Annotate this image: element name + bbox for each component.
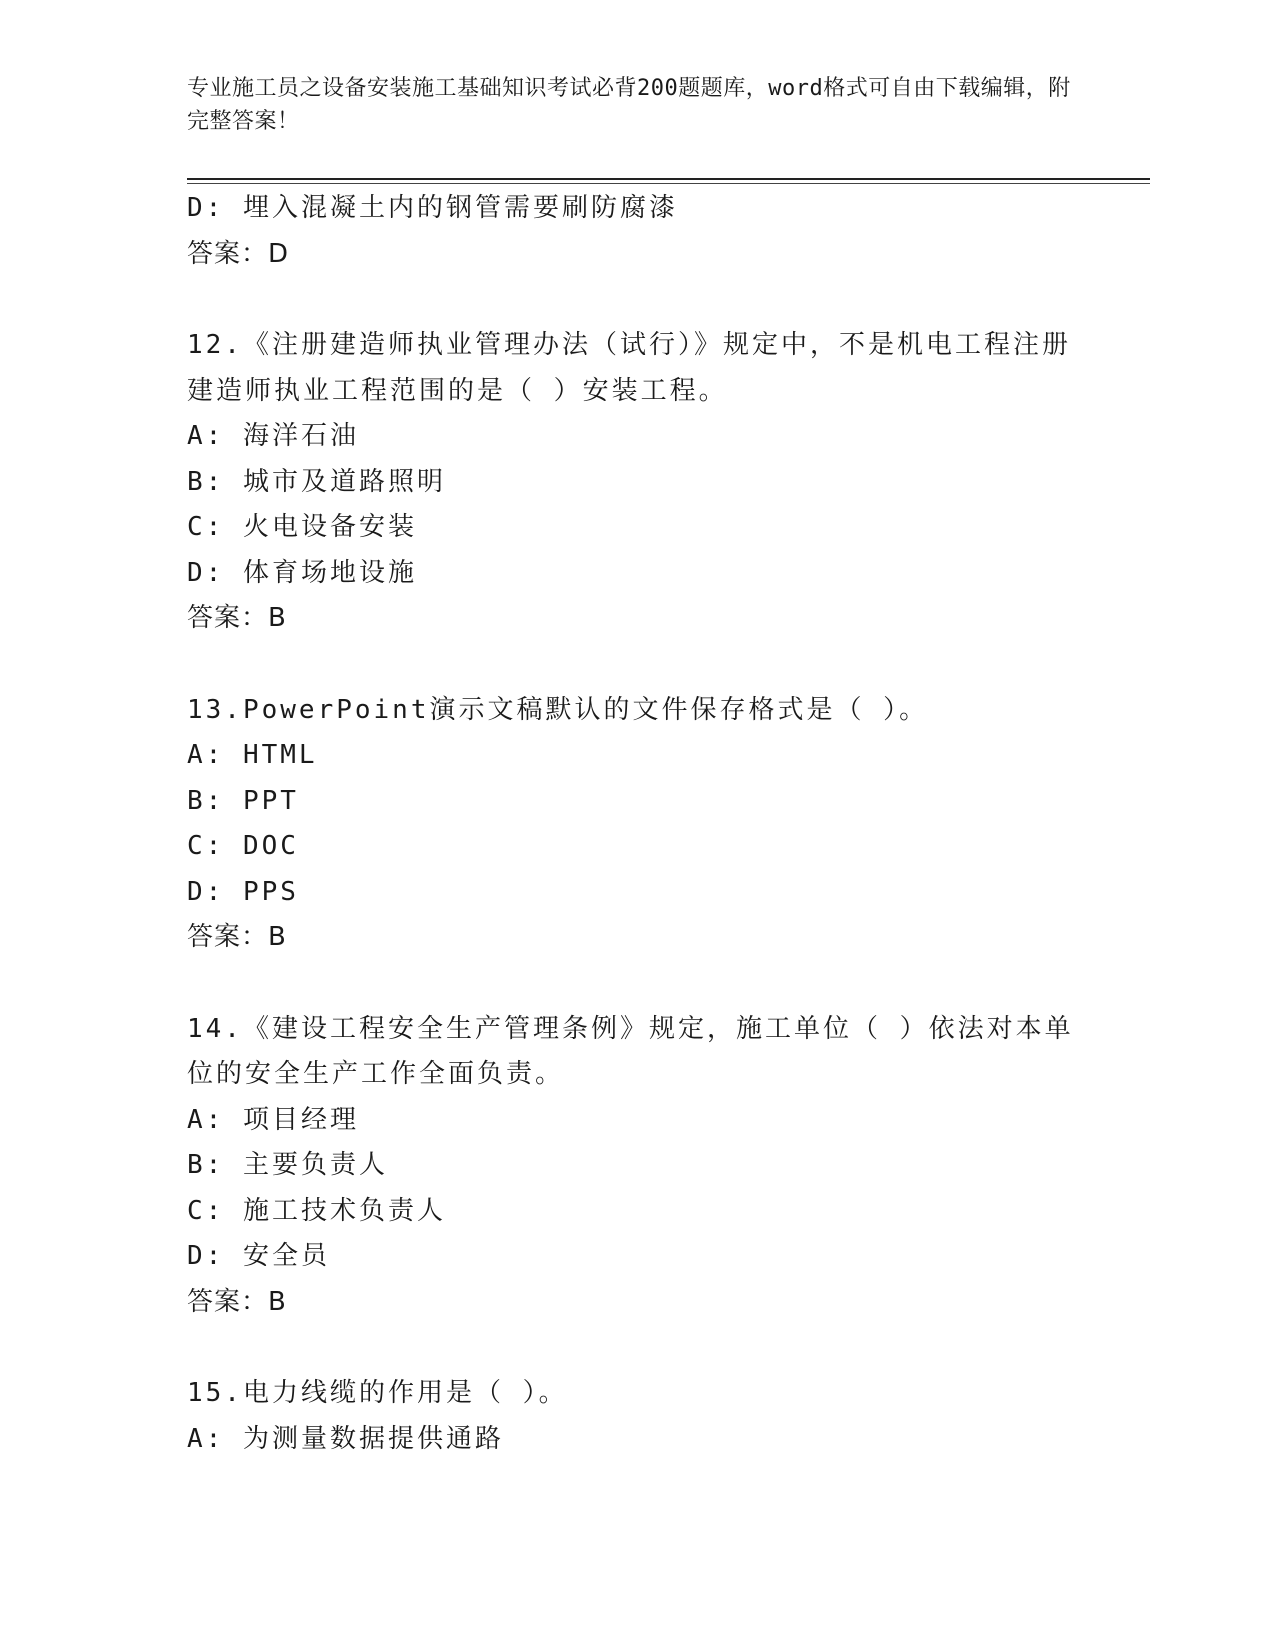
option-d: D: 安全员 [187,1241,330,1271]
answer: 答案：D [187,238,290,269]
question-12 [187,323,1087,642]
option-a: A: 为测量数据提供通路 [187,1423,504,1454]
answer: 答案：B [187,603,287,633]
question-text: 15.电力线缆的作用是（ ）。 [187,1378,568,1408]
option-d: D: 体育场地设施 [187,557,417,588]
option-c: C: 火电设备安装 [187,512,417,542]
answer: 答案：B [187,922,287,952]
option-a: A: 项目经理 [187,1104,359,1135]
option-d: D: PPS [187,876,299,907]
answer: 答案：B [187,1286,287,1317]
header-divider-thin [187,183,1150,184]
question-list [187,186,1087,1462]
question-15 [187,1371,1087,1462]
option-c: C: DOC [187,831,299,861]
option-d: D: 埋入混凝土内的钢管需要刷防腐漆 [187,193,678,223]
document-title: 专业施工员之设备安装施工基础知识考试必背200题题库，word格式可自由下载编辑，附完整答案！ [187,76,1071,134]
option-a: A: 海洋石油 [187,421,359,451]
question-text: 14.《建设工程安全生产管理条例》规定，施工单位（ ）依法对本单位的安全生产工作全面负责。 [187,1013,1074,1089]
option-c: C: 施工技术负责人 [187,1195,446,1226]
option-b: B: 主要负责人 [187,1150,388,1180]
header-divider-thick [187,178,1150,180]
question-text: 13.PowerPoint演示文稿默认的文件保存格式是（ ）。 [187,694,929,725]
question-text: 12.《注册建造师执业管理办法（试行）》规定中，不是机电工程注册建造师执业工程范围的是（ ）安装工程。 [187,330,1071,406]
option-a: A: HTML [187,740,318,770]
question-14 [187,1007,1087,1326]
document-header [187,72,1077,138]
option-b: B: 城市及道路照明 [187,466,446,497]
question-13 [187,688,1087,961]
option-b: B: PPT [187,785,299,816]
